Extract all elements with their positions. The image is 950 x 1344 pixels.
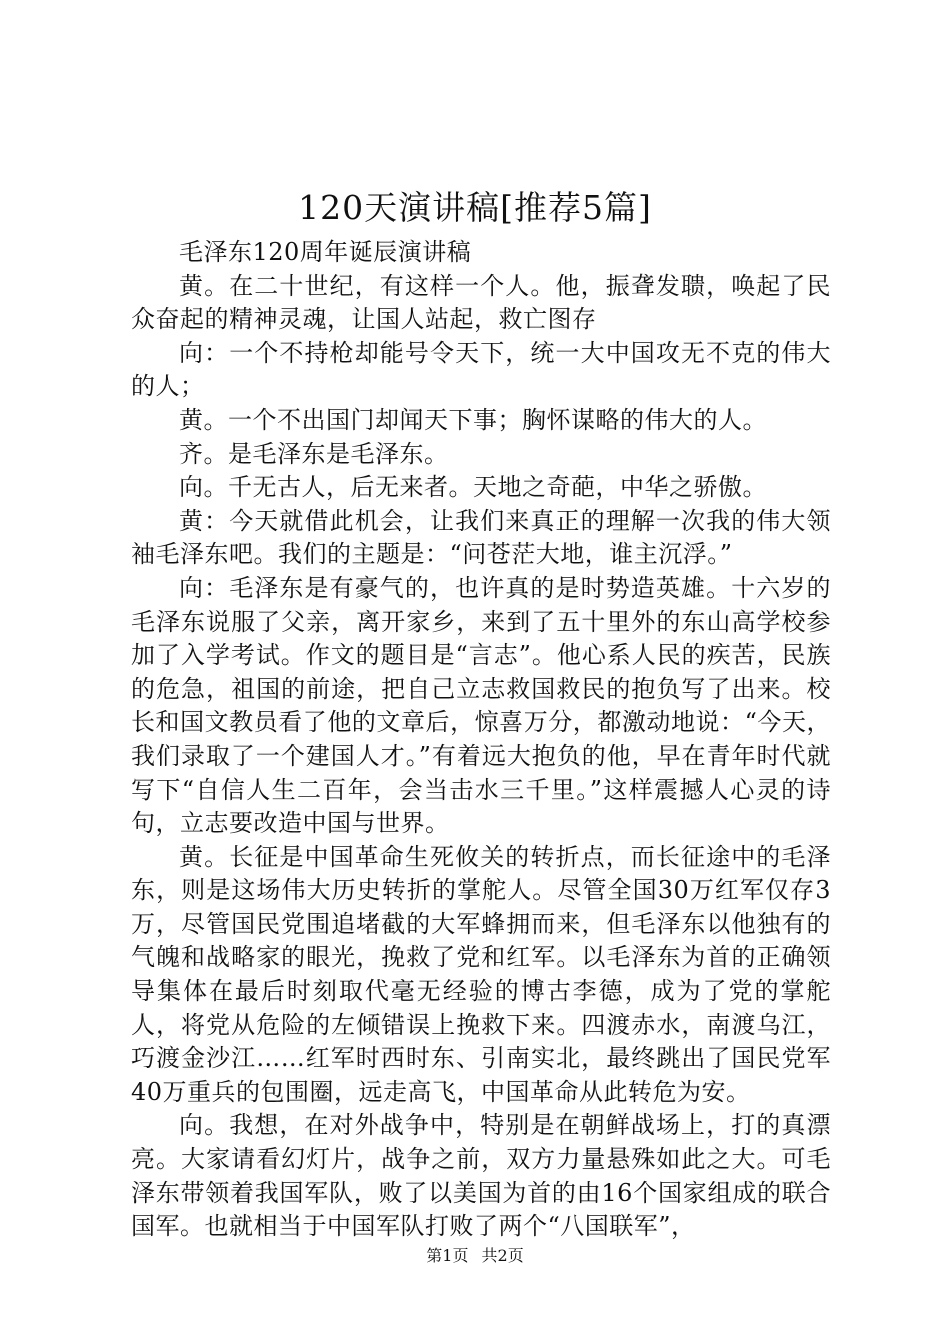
page-number-total: 共2页 xyxy=(481,1246,524,1265)
document-title: 120天演讲稿[推荐5篇] xyxy=(298,188,652,227)
subtitle-paragraph: 毛泽东120周年诞辰演讲稿 xyxy=(179,238,472,266)
body-paragraph: 向：毛泽东是有豪气的，也许真的是时势造英雄。十六岁的毛泽东说服了父亲，离开家乡，来到了五十里外的东山高学校参加了入学考试。作文的题目是“言志”。他心系人民的疾苦，民族的危急，祖国的前途，把自己立志救国救民的抱负写了出来。校长和国文教员看了他的文章后，惊喜万分，都激动地说：“今天，我们录取了一个建国人才。”有着远大抱负的他，早在青年时代就写下“自信人生二百年，会当击水三千里。”这样震撼人心灵的诗句，立志要改造中国与世界。 xyxy=(131,573,831,838)
page-footer xyxy=(0,1244,950,1268)
body-paragraph: 黄。长征是中国革命生死攸关的转折点，而长征途中的毛泽东，则是这场伟大历史转折的掌舵人。尽管全国30万红军仅存3万，尽管国民党围追堵截的大军蜂拥而来，但毛泽东以他独有的气魄和战略家的眼光，挽救了党和红军。以毛泽东为首的正确领导集体在最后时刻取代毫无经验的博古李德，成为了党的掌舵人，将党从危险的左倾错误上挽救下来。四渡赤水，南渡乌江，巧渡金沙江……红军时西时东、引南实北，最终跳出了国民党军40万重兵的包围圈，远走高飞，中国革命从此转危为安。 xyxy=(131,842,831,1106)
body-paragraph: 向。我想，在对外战争中，特别是在朝鲜战场上，打的真漂亮。大家请看幻灯片，战争之前，双方力量悬殊如此之大。可毛泽东带领着我国军队，败了以美国为首的由16个国家组成的联合国军。也就相当于中国军队打败了两个“八国联军”， xyxy=(131,1111,831,1241)
body-paragraph: 黄。一个不出国门却闻天下事；胸怀谋略的伟大的人。 xyxy=(179,405,767,434)
body-paragraph: 向：一个不持枪却能号令天下，统一大中国攻无不克的伟大的人； xyxy=(131,338,831,401)
body-paragraph: 齐。是毛泽东是毛泽东。 xyxy=(179,439,449,468)
document-body xyxy=(131,236,831,1244)
body-paragraph: 向。千无古人，后无来者。天地之奇葩，中华之骄傲。 xyxy=(179,473,767,502)
page-number-current: 第1页 xyxy=(426,1246,469,1265)
body-paragraph: 黄：今天就借此机会，让我们来真正的理解一次我的伟大领袖毛泽东吧。我们的主题是：“问苍茫大地，谁主沉浮。” xyxy=(131,506,831,569)
body-paragraph: 黄。在二十世纪，有这样一个人。他，振聋发聩，唤起了民众奋起的精神灵魂，让国人站起，救亡图存 xyxy=(131,271,831,334)
